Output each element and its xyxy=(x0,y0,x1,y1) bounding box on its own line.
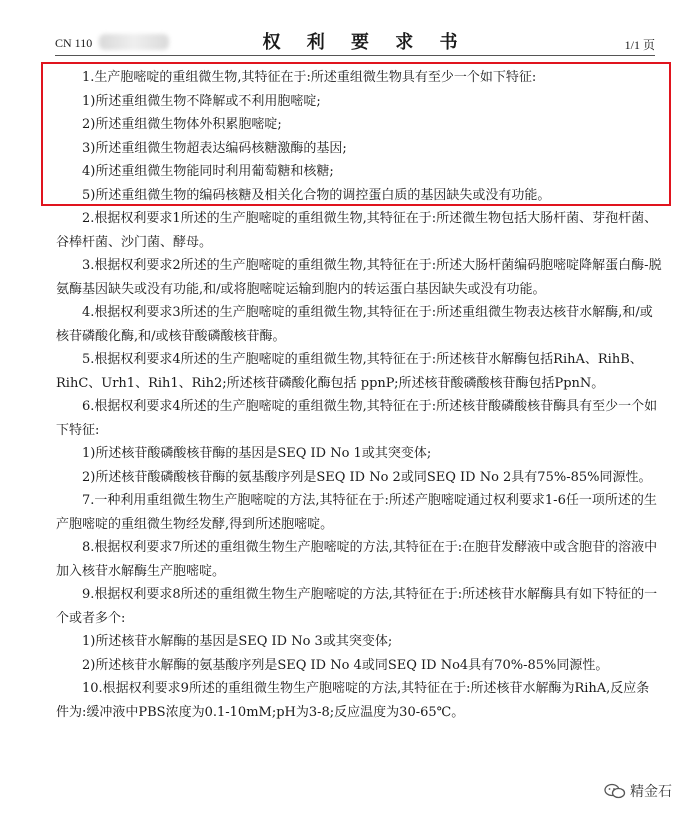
claim-9-feature-1: 1)所述核苷水解酶的基因是SEQ ID No 3或其突变体; xyxy=(82,634,393,649)
claim-2: 2.根据权利要求1所述的生产胞嘧啶的重组微生物,其特征在于:所述微生物包括大肠杆菌、芽孢杆菌、谷棒杆菌、沙门菌、酵母。 xyxy=(56,211,658,250)
claim-1: 1.生产胞嘧啶的重组微生物,其特征在于:所述重组微生物具有至少一个如下特征: xyxy=(82,70,537,85)
redacted-number xyxy=(99,34,169,50)
claim-7: 7.一种利用重组微生物生产胞嘧啶的方法,其特征在于:所述产胞嘧啶通过权利要求1-6任一项所述的生产胞嘧啶的重组微生物经发酵,得到所述胞嘧啶。 xyxy=(56,493,657,532)
wechat-icon xyxy=(604,783,626,799)
claim-10: 10.根据权利要求9所述的重组微生物生产胞嘧啶的方法,其特征在于:所述核苷水解酶为RihA,反应条件为:缓冲液中PBS浓度为0.1-10mM;pH为3-8;反应温度为30-65℃。 xyxy=(56,681,650,720)
document-title: 权 利 要 求 书 xyxy=(262,32,468,53)
claims-body xyxy=(56,66,662,724)
claim-8: 8.根据权利要求7所述的重组微生物生产胞嘧啶的方法,其特征在于:在胞苷发酵液中或含胞苷的溶液中加入核苷水解酶生产胞嘧啶。 xyxy=(56,540,658,579)
claim-3: 3.根据权利要求2所述的生产胞嘧啶的重组微生物,其特征在于:所述大肠杆菌编码胞嘧啶降解蛋白酶-脱氨酶基因缺失或没有功能,和/或将胞嘧啶运输到胞内的转运蛋白基因缺失或没有功能。 xyxy=(56,258,662,297)
claim-4: 4.根据权利要求3所述的生产胞嘧啶的重组微生物,其特征在于:所述重组微生物表达核苷水解酶,和/或核苷磷酸化酶,和/或核苷酸磷酸核苷酶。 xyxy=(56,305,653,344)
claim-9: 9.根据权利要求8所述的重组微生物生产胞嘧啶的方法,其特征在于:所述核苷水解酶具有如下特征的一个或者多个: xyxy=(56,587,658,626)
header-rule xyxy=(55,55,655,56)
watermark xyxy=(604,781,672,801)
claim-6-feature-2: 2)所述核苷酸磷酸核苷酶的氨基酸序列是SEQ ID No 2或同SEQ ID No 2具有75%-85%同源性。 xyxy=(82,469,652,485)
claim-1-feature-1: 1)所述重组微生物不降解或不利用胞嘧啶; xyxy=(82,93,321,109)
document-header xyxy=(55,28,655,56)
claim-5: 5.根据权利要求4所述的生产胞嘧啶的重组微生物,其特征在于:所述核苷水解酶包括RihA、RihB、RihC、Urh1、Rih1、Rih2;所述核苷磷酸化酶包括 ppnP;所述核苷酸磷酸核苷酶包括PpnN。 xyxy=(56,352,643,391)
claim-1-feature-2: 2)所述重组微生物体外积累胞嘧啶; xyxy=(82,117,282,132)
claim-6-feature-1: 1)所述核苷酸磷酸核苷酶的基因是SEQ ID No 1或其突变体; xyxy=(82,446,432,461)
claim-6: 6.根据权利要求4所述的生产胞嘧啶的重组微生物,其特征在于:所述核苷酸磷酸核苷酶具有至少一个如下特征: xyxy=(56,399,658,438)
claim-1-feature-5: 5)所述重组微生物的编码核糖及相关化合物的调控蛋白质的基因缺失或没有功能。 xyxy=(82,187,551,203)
claim-9-feature-2: 2)所述核苷水解酶的氨基酸序列是SEQ ID No 4或同SEQ ID No4具有70%-85%同源性。 xyxy=(82,657,609,673)
claim-1-feature-4: 4)所述重组微生物能同时利用葡萄糖和核糖; xyxy=(82,164,334,179)
claim-1-feature-3: 3)所述重组微生物超表达编码核糖激酶的基因; xyxy=(82,140,347,156)
application-number: CN 110 xyxy=(55,36,93,50)
page-number: 1/1 页 xyxy=(624,38,655,52)
watermark-text: 精金石 xyxy=(630,784,672,800)
